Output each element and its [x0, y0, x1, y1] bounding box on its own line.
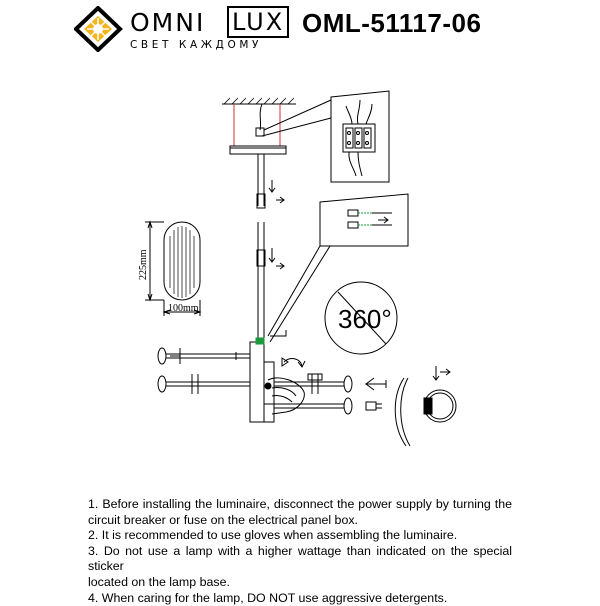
note-3-line-2: located on the lamp base. [88, 574, 230, 589]
model-number: OML-51117-06 [302, 8, 482, 38]
upper-rod [257, 154, 284, 208]
note-2: 2. It is recommended to use gloves when assembling the luminaire. [88, 528, 458, 543]
rotation-label: 360° [338, 304, 392, 334]
bulb-insert [366, 366, 456, 446]
fixture-body [158, 338, 352, 422]
brand-omni: OMNI [130, 8, 206, 37]
note-1-line-1: 1. Before installing the luminaire, disconnect the power supply by turning the [88, 497, 512, 511]
brand-lux: LUX [227, 6, 289, 38]
ceiling-mount [222, 98, 331, 154]
note-1-line-2: circuit breaker or fuse on the electrical panel box. [88, 512, 358, 527]
safety-notes [88, 497, 512, 606]
lamp-shade-dimensions [145, 222, 200, 316]
dimension-width: 100mm [168, 303, 199, 314]
dimension-height: 225mm [138, 249, 149, 280]
terminal-block-callout [331, 91, 389, 182]
note-4: 4. When caring for the lamp, DO NOT use aggressive detergents. [88, 590, 448, 605]
brand-tagline: СВЕТ КАЖДОМУ [130, 39, 262, 51]
note-3-line-1: 3. Do not use a lamp with a higher wattage than indicated on the special sticker [88, 543, 512, 574]
